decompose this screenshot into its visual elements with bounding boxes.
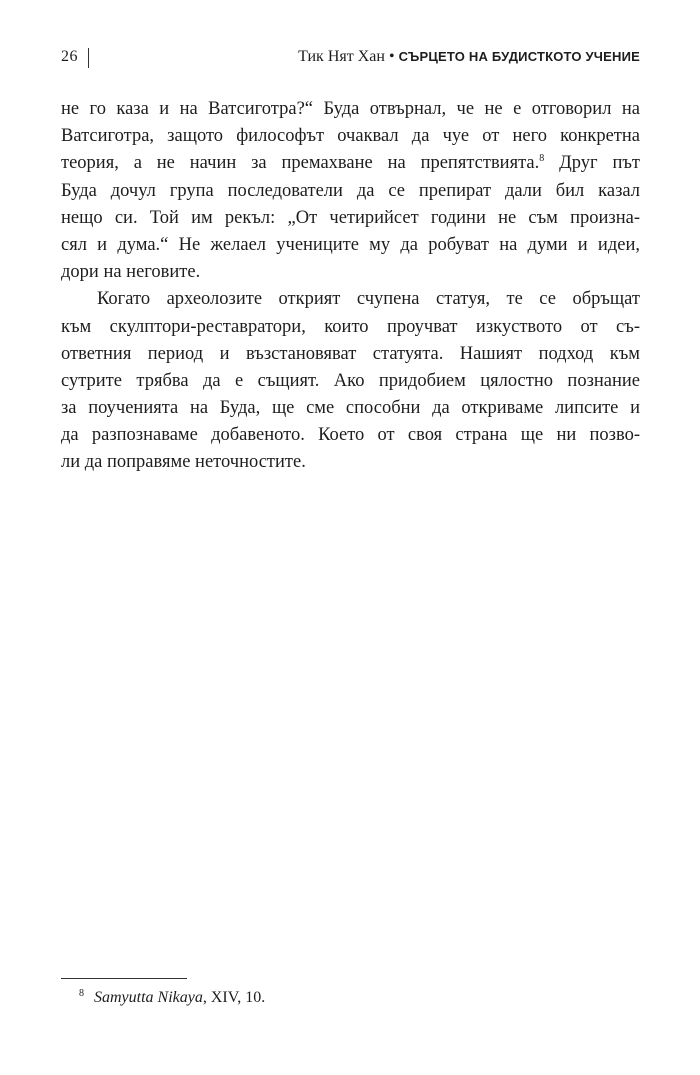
header-book-title: СЪРЦЕТО НА БУДИСТКОТО УЧЕНИЕ xyxy=(398,49,640,64)
running-header xyxy=(61,48,640,70)
text-line: Когато археолозите открият счупена статуя, те се обръщат xyxy=(97,289,640,310)
text-line: дори на неговите. xyxy=(61,262,201,283)
page-number: 26 xyxy=(61,48,78,65)
header-author: Тик Нят Хан xyxy=(298,48,385,65)
text-line: ли да поправяме неточностите. xyxy=(61,452,306,473)
text-line xyxy=(61,150,640,177)
header-bullet: • xyxy=(388,48,395,65)
text-line: нещо си. Той им рекъл: „От четирийсет години не съм произна- xyxy=(61,207,640,228)
running-head xyxy=(298,48,640,66)
main-text xyxy=(61,96,640,477)
text-line: ответния период и възстановяват статуята. Нашият подход към xyxy=(61,343,640,364)
paragraph-2 xyxy=(61,286,640,476)
text-line: Ватсиготра, защото философът очаквал да чуе от него конкретна xyxy=(61,126,640,147)
text-line: сутрите трябва да е същият. Ако придобием цялостно познание xyxy=(61,370,640,391)
footnote xyxy=(61,988,265,1007)
footnote-title: Samyutta Nikaya xyxy=(94,989,203,1006)
text-segment: Друг път xyxy=(544,153,641,174)
text-line: не го каза и на Ватсиготра?“ Буда отвърнал, че не е отговорил на xyxy=(61,99,640,119)
paragraph-1 xyxy=(61,96,640,286)
footnote-reference: 8 xyxy=(539,153,545,165)
text-line: Буда дочул група последователи да се препират дали бил казал xyxy=(61,180,640,201)
text-line: сял и дума.“ Не желаел учениците му да робуват на думи и идеи, xyxy=(61,234,640,255)
text-line: да разпознаваме добавеното. Което от своя страна ще ни позво- xyxy=(61,425,640,446)
text-line: за поученията на Буда, ще сме способни да откриваме липсите и xyxy=(61,398,640,419)
page-number-divider xyxy=(88,48,89,68)
text-segment: теория, а не начин за премахване на препятствията. xyxy=(61,153,540,174)
footnote-citation: , XIV, 10. xyxy=(202,989,266,1006)
footnote-rule xyxy=(61,978,187,979)
footnote-number: 8 xyxy=(79,988,84,999)
text-line: към скулптори-реставратори, които проучват изкуството от съ- xyxy=(61,316,640,337)
